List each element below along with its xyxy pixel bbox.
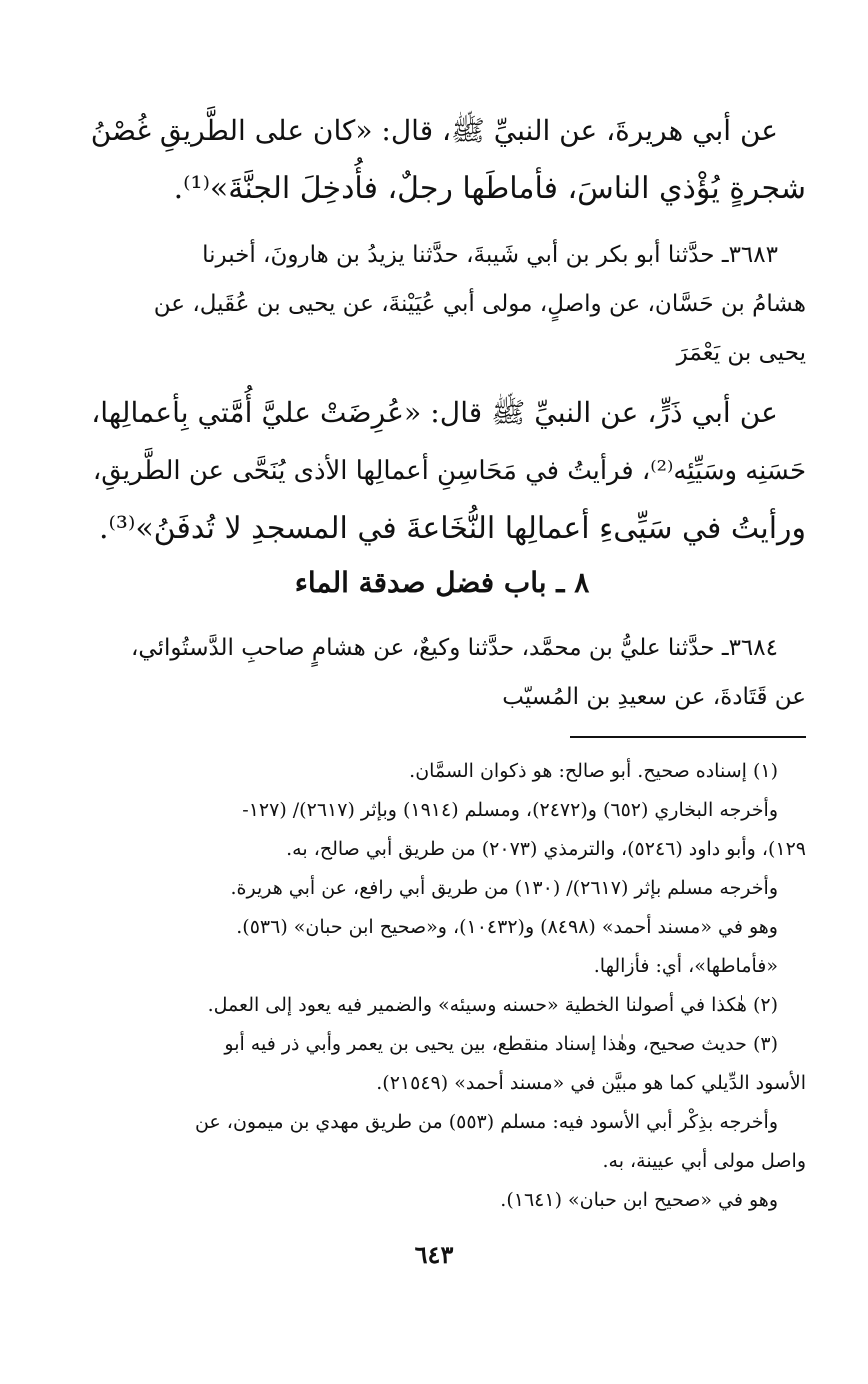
text-line: عن قَتَادةَ، عن سعيدِ بن المُسيّب: [502, 684, 806, 710]
hadith-text-2: [78, 384, 806, 558]
text-line: ورأيتُ في سَيِّىءِ أعمالِها النُّخَاعةَ في المسجدِ لا تُدفَنُ»⁽³⁾.: [99, 511, 806, 546]
footnote-line: واصل مولى أبي عيينة، به.: [602, 1150, 806, 1172]
footnote-line: (١) إسناده صحيح. أبو صالح: هو ذكوان السمَّان.: [409, 760, 778, 782]
footnote-line: الأسود الدِّيلي كما هو مبيَّن في «مسند أحمد» (٢١٥٤٩).: [376, 1072, 806, 1094]
isnad-3683: [78, 231, 806, 378]
footnote-line: «فأماطها»، أي: فأزالها.: [593, 955, 778, 977]
footnote-line: وهو في «مسند أحمد» (٨٤٩٨) و(١٠٤٣٢)، و«صحيح ابن حبان» (٥٣٦).: [236, 916, 778, 938]
footnote-line: وأخرجه مسلم بإثر (٢٦١٧)/ (١٣٠) من طريق أبي رافع، عن أبي هريرة.: [230, 877, 778, 899]
chapter-heading: ٨ ـ باب فضل صدقة الماء: [294, 566, 590, 599]
hadith-text-1: [78, 102, 806, 218]
footnote-line: (٢) هٰكذا في أصولنا الخطية «حسنه وسيئه» والضمير فيه يعود إلى العمل.: [207, 994, 778, 1016]
isnad-3684: [78, 624, 806, 722]
text-line: عن أبي هريرةَ، عن النبيِّ ﷺ، قال: «كان على الطَّريقِ غُصْنُ: [90, 114, 778, 147]
text-line: حَسَنِه وسَيِّئِه⁽²⁾، فرأيتُ في مَحَاسِنِ أعمالِها الأذى يُنَحَّى عن الطَّريقِ،: [92, 456, 806, 486]
text-line: هشامُ بن حَسَّان، عن واصلٍ، مولى أبي عُيَيْنةَ، عن يحيى بن عُقَيل، عن: [153, 291, 806, 317]
text-line: ٣٦٨٣ـ حدَّثنا أبو بكر بن أبي شَيبةَ، حدَّثنا يزيدُ بن هارونَ، أخبرنا: [202, 242, 778, 268]
footnote-line: ١٢٩)، وأبو داود (٥٢٤٦)، والترمذي (٢٠٧٣) من طريق أبي صالح، به.: [286, 838, 806, 860]
text-line: شجرةٍ يُؤْذي الناسَ، فأماطَها رجلٌ، فأُدخِلَ الجنَّةَ»⁽¹⁾.: [173, 171, 806, 206]
footnote-separator: [570, 736, 806, 738]
footnote-line: وهو في «صحيح ابن حبان» (١٦٤١).: [500, 1189, 778, 1211]
text-line: ٣٦٨٤ـ حدَّثنا عليُّ بن محمَّد، حدَّثنا وكيعٌ، عن هشامٍ صاحبِ الدَّستُوائي،: [130, 635, 778, 661]
text-line: عن أبي ذَرٍّ، عن النبيِّ ﷺ قال: «عُرِضَتْ عليَّ أُمَّتي بِأعمالِها،: [91, 396, 778, 429]
footnote-line: (٣) حديث صحيح، وهٰذا إسناد منقطع، بين يحيى بن يعمر وأبي ذر فيه أبو: [224, 1033, 778, 1055]
footnote-line: وأخرجه البخاري (٦٥٢) و(٢٤٧٢)، ومسلم (١٩١٤) وبإثر (٢٦١٧)/ (١٢٧-: [242, 799, 778, 821]
footnotes: [78, 752, 806, 1220]
text-line: يحيى بن يَعْمَرَ: [676, 340, 806, 366]
footnote-line: وأخرجه بذِكْر أبي الأسود فيه: مسلم (٥٥٣) من طريق مهدي بن ميمون، عن: [194, 1111, 778, 1133]
page-number: ٦٤٣: [414, 1240, 454, 1269]
